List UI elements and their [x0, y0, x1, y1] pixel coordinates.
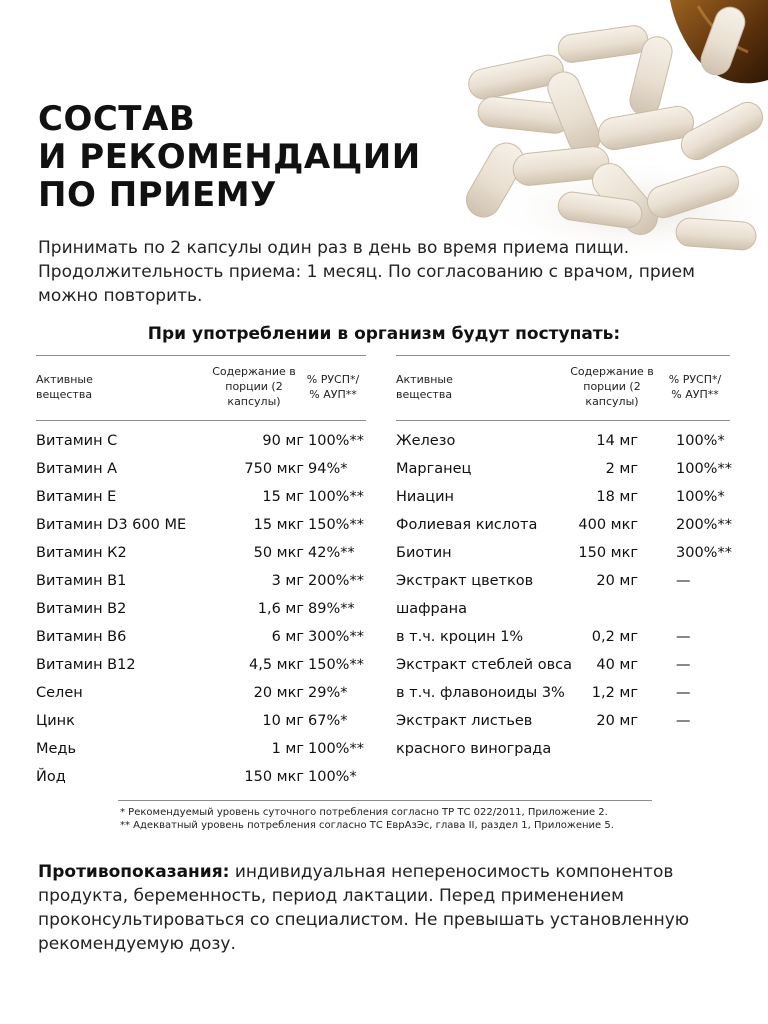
substance-name: Экстракт листьев: [396, 713, 533, 729]
substance-name: Фолиевая кислота: [396, 517, 538, 533]
substance-percent: 42%**: [308, 545, 355, 561]
header-percent: % РУСП*/ % АУП**: [306, 373, 360, 401]
substance-percent: —: [676, 629, 691, 645]
table-row: [396, 511, 730, 539]
substance-amount: 150 мкг: [578, 545, 638, 561]
title-line-1: СОСТАВ: [38, 99, 196, 139]
table-row: [396, 455, 730, 483]
table-row: [396, 735, 730, 763]
composition-table-right: [396, 355, 730, 763]
substance-amount: 1,2 мг: [591, 685, 638, 701]
substance-amount: 1 мг: [271, 741, 304, 757]
table-header: [36, 355, 366, 421]
substance-amount: 2 мг: [605, 461, 638, 477]
table-row: [36, 763, 366, 791]
substance-amount: 40 мг: [596, 657, 638, 673]
substance-percent: 100%*: [676, 489, 725, 505]
substance-percent: 100%*: [308, 769, 357, 785]
substance-name: Витамин D3 600 МЕ: [36, 517, 187, 533]
substance-percent: —: [676, 685, 691, 701]
table-row: [396, 679, 730, 707]
substance-percent: —: [676, 657, 691, 673]
substance-name: шафрана: [396, 601, 468, 617]
table-row: [36, 651, 366, 679]
substance-name: Витамин С: [36, 433, 118, 449]
substance-amount: 20 мкг: [253, 685, 304, 701]
substance-percent: —: [676, 713, 691, 729]
table-row: [36, 511, 366, 539]
table-body-left: [36, 421, 366, 791]
page-title: [38, 99, 421, 215]
table-row: [396, 595, 730, 623]
substance-name: Биотин: [396, 545, 452, 561]
header-substances: Активные вещества: [36, 373, 93, 401]
table-row: [36, 595, 366, 623]
substance-name: Цинк: [36, 713, 75, 729]
substance-percent: 150%**: [308, 657, 364, 673]
table-row: [396, 623, 730, 651]
substance-amount: 20 мг: [596, 573, 638, 589]
contraindications: [38, 860, 738, 956]
table-row: [396, 539, 730, 567]
substance-name: Экстракт стеблей овса: [396, 657, 572, 673]
table-row: [396, 651, 730, 679]
substance-percent: 100%**: [308, 489, 364, 505]
table-row: [36, 455, 366, 483]
substance-percent: 89%**: [308, 601, 355, 617]
substance-amount: 1,6 мг: [257, 601, 304, 617]
table-row: [396, 483, 730, 511]
substance-name: Витамин К2: [36, 545, 127, 561]
table-row: [36, 735, 366, 763]
contraindications-text: индивидуальная непереносимость компонентов продукта, беременность, период лактации. Перед применением проконсультироваться со специалистом. Не превышать установленную рекомендуемую дозу.: [38, 862, 690, 954]
substance-amount: 20 мг: [596, 713, 638, 729]
table-row: [36, 539, 366, 567]
table-row: [36, 707, 366, 735]
substance-amount: 0,2 мг: [591, 629, 638, 645]
substance-name: Йод: [36, 769, 66, 785]
substance-percent: —: [676, 573, 691, 589]
table-row: [396, 567, 730, 595]
substance-amount: 14 мг: [596, 433, 638, 449]
substance-amount: 15 мкг: [253, 517, 304, 533]
dosage-instructions: Принимать по 2 капсулы один раз в день во время приема пищи. Продолжительность приема: 1 месяц. По согласованию с врачом, прием можно повторить.: [38, 238, 695, 306]
substance-percent: 150%**: [308, 517, 364, 533]
table-row: [36, 679, 366, 707]
substance-amount: 15 мг: [262, 489, 304, 505]
table-row: [396, 707, 730, 735]
substance-name: Экстракт цветков: [396, 573, 534, 589]
substance-name: Витамин В1: [36, 573, 127, 589]
table-row: [36, 567, 366, 595]
substance-name: Медь: [36, 741, 77, 757]
substance-name: в т.ч. кроцин 1%: [396, 629, 524, 645]
substance-amount: 10 мг: [262, 713, 304, 729]
substance-amount: 6 мг: [271, 629, 304, 645]
substance-name: Ниацин: [396, 489, 454, 505]
title-line-2: И РЕКОМЕНДАЦИИ: [38, 137, 421, 177]
substance-amount: 400 мкг: [578, 517, 638, 533]
substance-percent: 100%*: [676, 433, 725, 449]
footnote-divider: [118, 800, 652, 801]
substance-percent: 100%**: [308, 433, 364, 449]
table-body-right: [396, 421, 730, 763]
substance-name: Марганец: [396, 461, 472, 477]
substance-amount: 18 мг: [596, 489, 638, 505]
substance-name: Витамин В6: [36, 629, 127, 645]
substance-percent: 29%*: [308, 685, 348, 701]
table-heading: При употреблении в организм будут поступать:: [147, 324, 621, 344]
footnote-aup: ** Адекватный уровень потребления согласно ТС ЕврАзЭс, глава II, раздел 1, Приложение 5.: [120, 820, 614, 831]
header-substances: Активные вещества: [396, 373, 453, 401]
substance-name: Витамин А: [36, 461, 118, 477]
substance-amount: 90 мг: [262, 433, 304, 449]
table-row: [36, 427, 366, 455]
substance-name: Витамин Е: [36, 489, 117, 505]
substance-percent: 100%**: [308, 741, 364, 757]
substance-amount: 750 мкг: [244, 461, 304, 477]
substance-percent: 67%*: [308, 713, 348, 729]
capsules-illustration: [408, 0, 768, 260]
table-row: [36, 623, 366, 651]
contraindications-label: Противопоказания:: [38, 862, 230, 882]
header-amount: Содержание в порции (2 капсулы): [212, 365, 296, 408]
table-row: [36, 483, 366, 511]
substance-name: в т.ч. флавоноиды 3%: [396, 685, 565, 701]
table-header: [396, 355, 730, 421]
substance-name: Селен: [36, 685, 83, 701]
footnote-rusp: * Рекомендуемый уровень суточного потребления согласно ТР ТС 022/2011, Приложение 2.: [120, 807, 608, 818]
header-amount: Содержание в порции (2 капсулы): [570, 365, 654, 408]
substance-name: красного винограда: [396, 741, 552, 757]
substance-amount: 3 мг: [271, 573, 304, 589]
substance-amount: 50 мкг: [253, 545, 304, 561]
substance-name: Витамин В12: [36, 657, 136, 673]
footnotes: [120, 806, 680, 832]
substance-percent: 200%**: [676, 517, 732, 533]
substance-percent: 300%**: [308, 629, 364, 645]
substance-name: Железо: [396, 433, 456, 449]
substance-percent: 94%*: [308, 461, 348, 477]
substance-amount: 150 мкг: [244, 769, 304, 785]
substance-name: Витамин В2: [36, 601, 127, 617]
header-percent: % РУСП*/ % АУП**: [668, 373, 722, 401]
substance-percent: 100%**: [676, 461, 732, 477]
title-line-3: ПО ПРИЕМУ: [38, 175, 277, 215]
substance-percent: 300%**: [676, 545, 732, 561]
substance-amount: 4,5 мкг: [249, 657, 304, 673]
composition-table-left: [36, 355, 366, 791]
table-row: [396, 427, 730, 455]
substance-percent: 200%**: [308, 573, 364, 589]
